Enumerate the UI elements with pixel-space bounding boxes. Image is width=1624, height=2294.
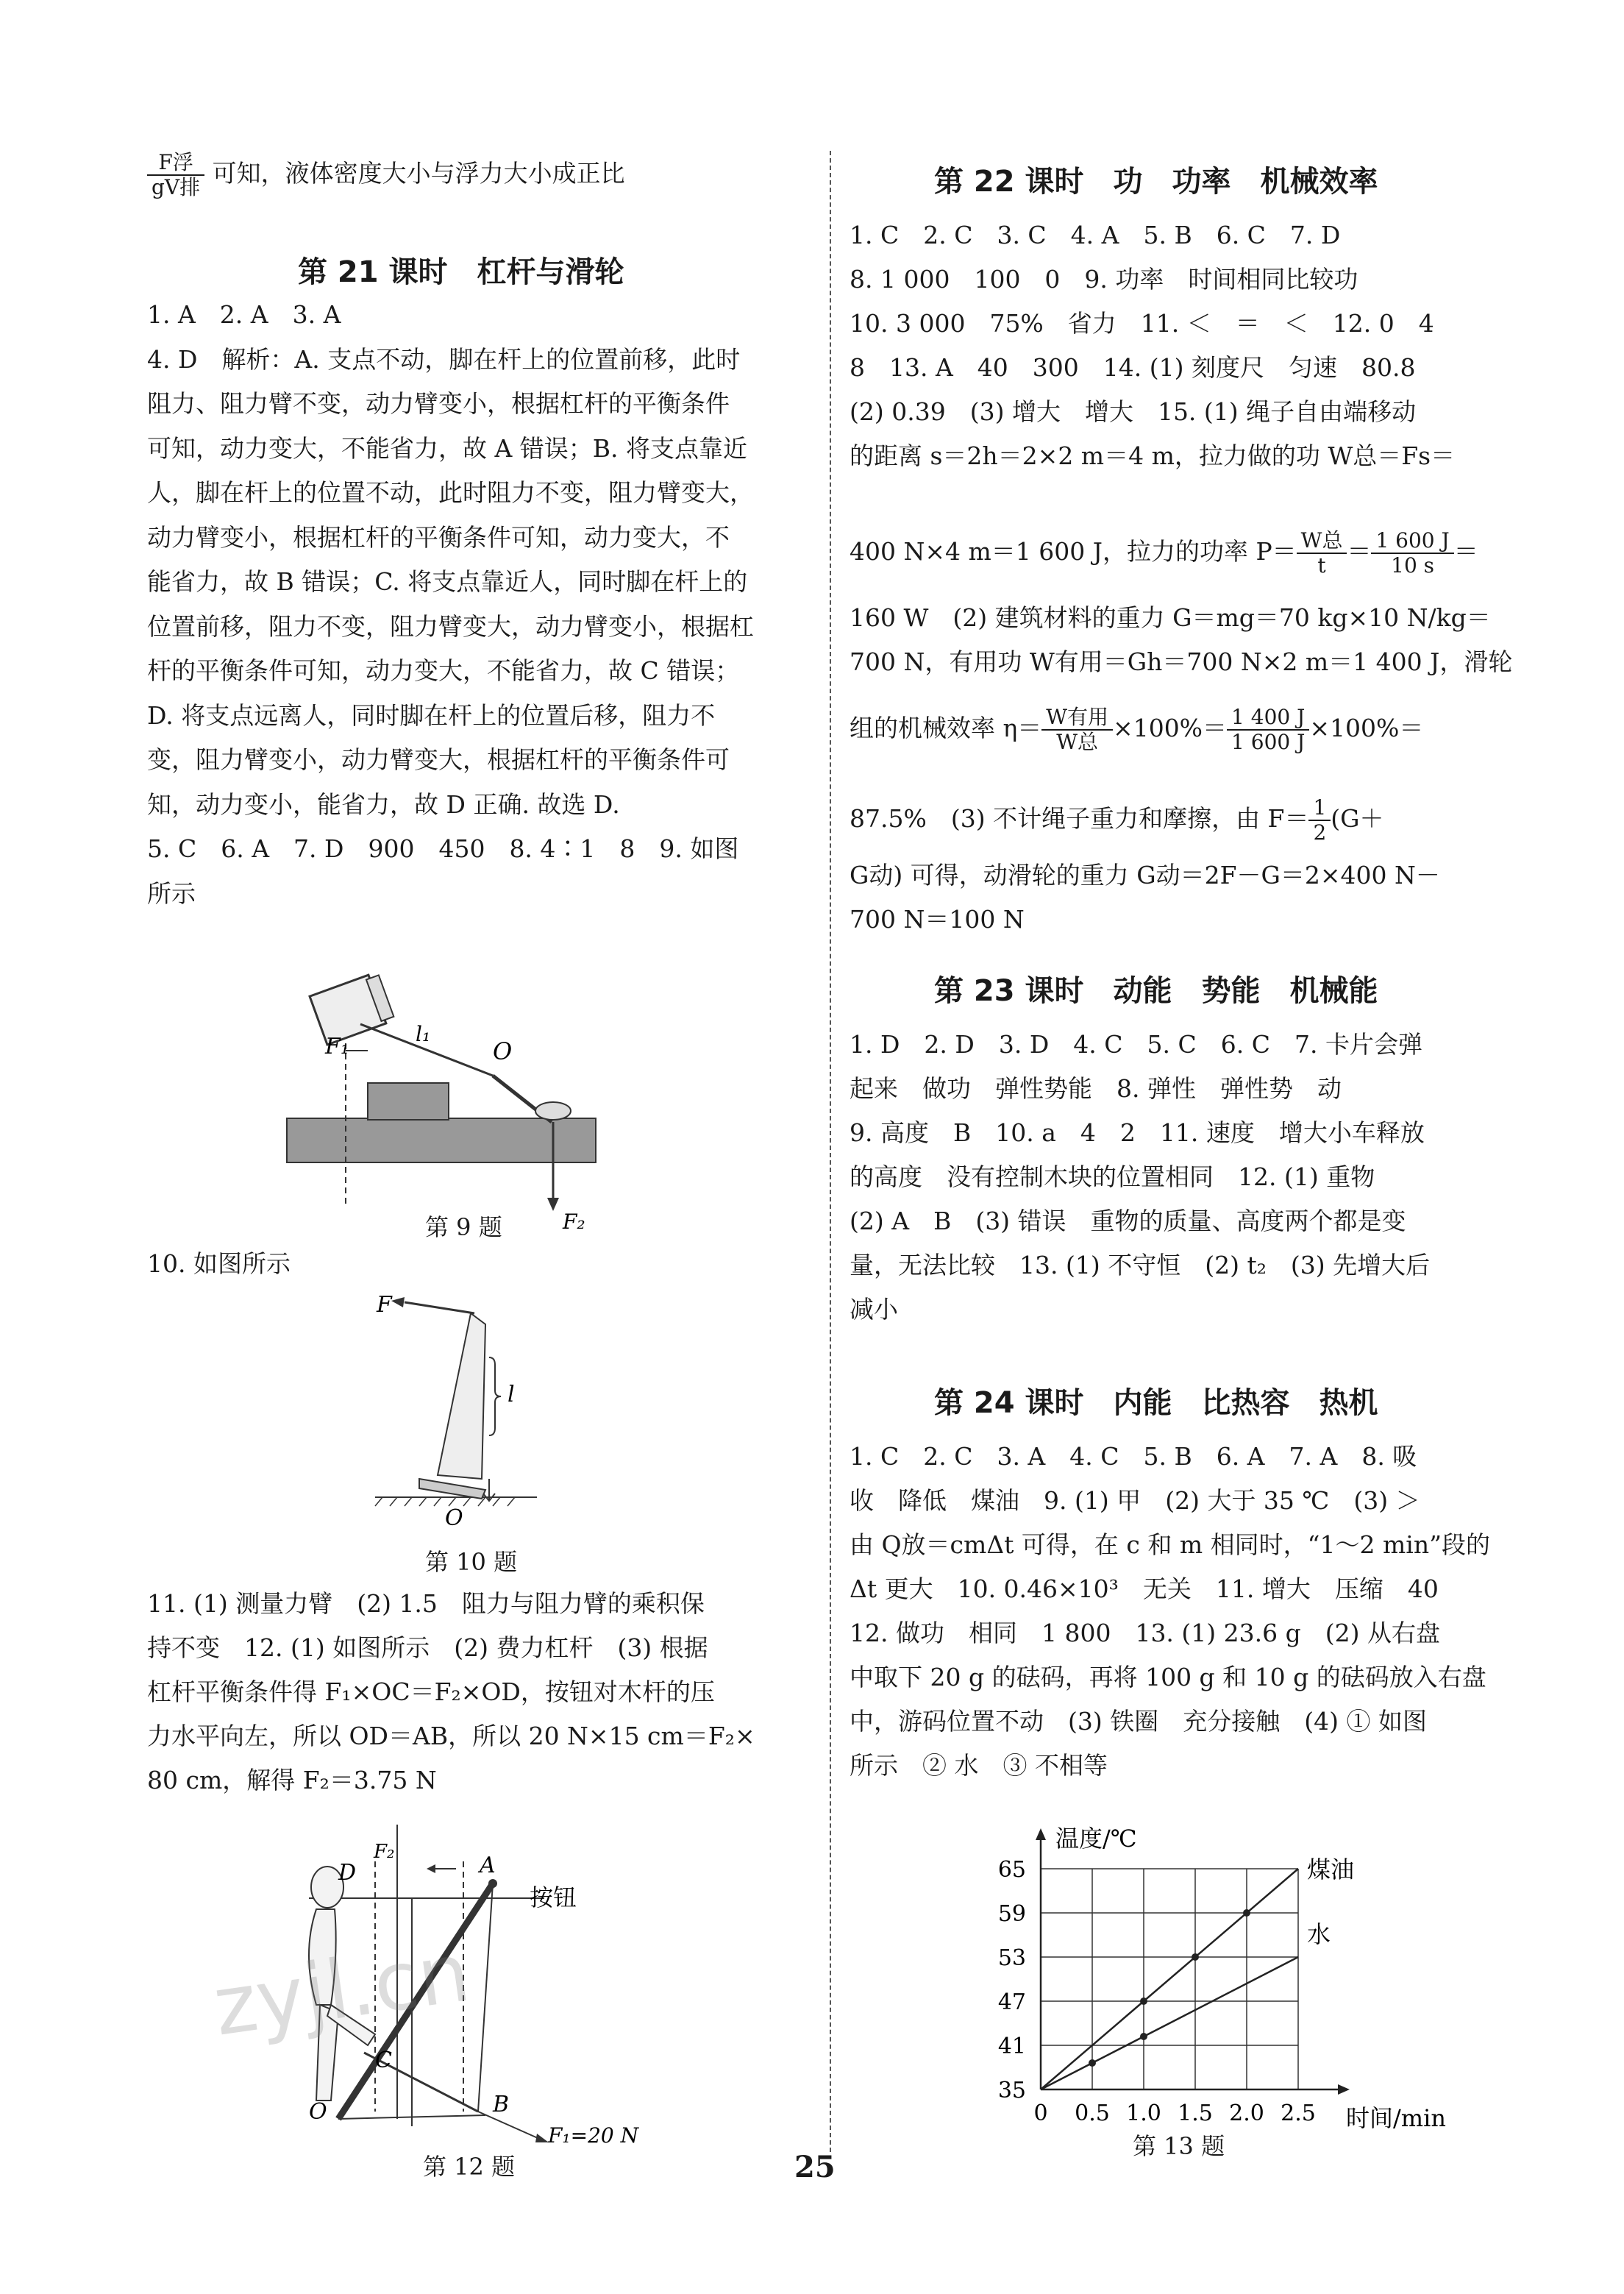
text-line: 1. C 2. C 3. A 4. C 5. B 6. A 7. A 8. 吸: [850, 1442, 1417, 1471]
text-line: 力水平向左，所以 OD＝AB，所以 20 N×15 cm＝F₂×: [147, 1722, 755, 1750]
text-line: 持不变 12. (1) 如图所示 (2) 费力杠杆 (3) 根据: [147, 1633, 708, 1662]
l22-power-frac1: [1297, 529, 1347, 578]
figure-10: [375, 1291, 552, 1534]
top-formula-text: 可知，液体密度大小与浮力大小成正比: [212, 159, 625, 188]
fig9-ground: [287, 1118, 596, 1162]
fig9-label-l1: l₁: [416, 1022, 431, 1046]
lesson21-title: 第 21 课时 杠杆与滑轮: [298, 255, 624, 289]
text-line: 1. D 2. D 3. D 4. C 5. C 6. C 7. 卡片会弹: [850, 1030, 1422, 1059]
fig10-label-l: l: [508, 1382, 515, 1407]
column-divider: [830, 151, 831, 2152]
figure-13-chart: [938, 1825, 1467, 2134]
l22-eff-frac1-den: W总: [1056, 730, 1099, 754]
chart-point: [1140, 1998, 1147, 2005]
text-line: 位置前移，阻力不变，阻力臂变大，动力臂变小，根据杠: [147, 611, 754, 641]
chart-x-tick-label: 2.5: [1281, 2101, 1316, 2126]
chart-point: [1243, 1909, 1250, 1917]
text-line: 9. 高度 B 10. a 4 2 11. 速度 增大小车释放: [850, 1118, 1425, 1147]
l22-eff-line: [850, 703, 1423, 754]
text-line: 的高度 没有控制木块的位置相同 12. (1) 重物: [850, 1162, 1375, 1191]
text-line: 收 降低 煤油 9. (1) 甲 (2) 大于 35 ℃ (3) ＞: [850, 1486, 1420, 1515]
fig13-caption: 第 13 题: [1133, 2132, 1225, 2160]
l22-last-post: (G＋: [1331, 804, 1384, 833]
text-line: 所示 ② 水 ③ 不相等: [850, 1751, 1108, 1780]
fig10-label-o: O: [445, 1505, 463, 1531]
fig12-f1-arrow: [478, 2112, 544, 2141]
chart-x-tick-label: 0: [1033, 2101, 1048, 2126]
l22-power-frac2-den: 10 s: [1391, 553, 1435, 578]
l22-eff-frac1: [1041, 706, 1113, 754]
top-formula-numerator: F浮: [147, 151, 204, 176]
l22-last-frac: [1308, 796, 1331, 845]
chart-x-tick-label: 0.5: [1075, 2101, 1110, 2126]
text-line: 所示: [147, 878, 196, 908]
text-line: 700 N＝100 N: [850, 905, 1025, 934]
l22-eff-frac1-num: W有用: [1041, 706, 1113, 731]
text-line: 知，动力变小，能省力，故 D 正确. 故选 D.: [147, 789, 620, 819]
chart-x-tick-label: 1.0: [1126, 2101, 1161, 2126]
text-line: 量，无法比较 13. (1) 不守恒 (2) t₂ (3) 先增大后: [850, 1251, 1431, 1279]
fig10-head: [419, 1479, 485, 1499]
fig12-f1-arrowhead: [535, 2134, 549, 2142]
page-number: 25: [794, 2150, 836, 2184]
l22-last-line: [850, 793, 1384, 845]
text-line: 1. C 2. C 3. C 4. A 5. B 6. C 7. D: [850, 221, 1341, 249]
fig12-button-dot: [488, 1879, 497, 1888]
watermark: zyjl.cn: [207, 1925, 476, 2054]
lesson24-title: 第 24 课时 内能 比热容 热机: [934, 1386, 1378, 1420]
text-line: 人，脚在杆上的位置不动，此时阻力不变，阻力臂变大，: [147, 478, 754, 507]
chart-y-tick-label: 65: [997, 1857, 1026, 1883]
fig12-line-ab: [478, 1883, 493, 2112]
chart-x-tick-label: 2.0: [1229, 2101, 1264, 2126]
text-line: 8 13. A 40 300 14. (1) 刻度尺 匀速 80.8: [850, 353, 1416, 382]
l22-power-frac2: [1371, 529, 1453, 578]
fig10-f-arrowhead: [391, 1297, 405, 1307]
text-line: Δt 更大 10. 0.46×10³ 无关 11. 增大 压缩 40: [850, 1574, 1439, 1603]
text-line: 杆的平衡条件可知，动力变大，不能省力，故 C 错误；: [147, 656, 740, 685]
top-formula-fraction: [147, 151, 204, 199]
fig12-caption: 第 12 题: [423, 2153, 516, 2181]
chart-x-axis-arrow: [1338, 2084, 1350, 2095]
text-line: D. 将支点远离人，同时脚在杆上的位置后移，阻力不: [147, 700, 716, 730]
text-line: (2) 0.39 (3) 增大 增大 15. (1) 绳子自由端移动: [850, 397, 1417, 426]
l22-eff-pre: 组的机械效率 η＝: [850, 714, 1042, 742]
text-line: (2) A B (3) 错误 重物的质量、高度两个都是变: [850, 1207, 1406, 1235]
top-formula-line: [147, 151, 625, 199]
chart-y-tick-label: 41: [997, 2034, 1026, 2059]
chart-series-label: 煤油: [1307, 1856, 1355, 1883]
chart-x-axis-label: 时间/min: [1346, 2104, 1446, 2132]
fig10-handle: [438, 1313, 485, 1479]
l22-last-pre: 87.5% (3) 不计绳子重力和摩擦，由 F＝: [850, 804, 1309, 833]
text-line: 12. 做功 相同 1 800 13. (1) 23.6 g (2) 从右盘: [850, 1619, 1440, 1647]
fig10-brace: [489, 1357, 501, 1435]
l22-last-frac-num: 1: [1308, 796, 1331, 821]
chart-y-tick-label: 47: [997, 1989, 1026, 2015]
fig9-label-f2: F₂: [563, 1210, 585, 1234]
fig9-f2-arrowhead: [547, 1198, 559, 1211]
text-line: 的距离 s＝2h＝2×2 m＝4 m，拉力做的功 W总＝Fs＝: [850, 441, 1456, 470]
chart-point: [1140, 2033, 1147, 2040]
l22-power-frac1-den: t: [1317, 553, 1326, 578]
fig9-pedal: [535, 1102, 571, 1120]
chart-point: [1089, 2059, 1096, 2067]
chart-series-line: [1041, 1957, 1298, 2089]
text-line: 80 cm，解得 F₂＝3.75 N: [147, 1766, 437, 1794]
fig9-label-o: O: [493, 1037, 513, 1065]
fig12-label-b: B: [493, 2092, 510, 2117]
l22-eff-frac2: [1227, 706, 1309, 754]
l22-power-pre: 400 N×4 m＝1 600 J，拉力的功率 P＝: [850, 537, 1297, 566]
chart-y-tick-label: 59: [997, 1901, 1026, 1927]
text-line: 160 W (2) 建筑材料的重力 G＝mg＝70 kg×10 N/kg＝: [850, 603, 1491, 632]
text-line: 1. A 2. A 3. A: [147, 300, 341, 329]
text-line: 动力臂变小，根据杠杆的平衡条件可知，动力变大，不: [147, 522, 730, 552]
l22-power-frac1-num: W总: [1297, 529, 1347, 554]
fig9-caption: 第 9 题: [425, 1213, 502, 1241]
chart-point: [1192, 1953, 1199, 1961]
fig9-label-f1: F₁: [325, 1034, 349, 1059]
text-line: 中取下 20 g 的砝码，再将 100 g 和 10 g 的砝码放入右盘: [850, 1663, 1486, 1691]
chart-y-tick-label: 35: [997, 2078, 1026, 2103]
fig12-label-c: C: [375, 2048, 392, 2073]
l22-eff-post: ×100%＝: [1309, 714, 1424, 742]
chart-y-tick-label: 53: [997, 1945, 1026, 1971]
top-formula-denominator: gV排: [152, 175, 201, 199]
l22-power-post: ＝: [1453, 537, 1478, 566]
fig12-f2-arrowhead: [427, 1864, 435, 1873]
text-line: 变，阻力臂变小，动力臂变大，根据杠杆的平衡条件可: [147, 745, 730, 774]
q10-text: 10. 如图所示: [147, 1249, 291, 1278]
fig12-label-f2: F₂: [374, 1841, 395, 1863]
text-line: 起来 做功 弹性势能 8. 弹性 弹性势 动: [850, 1074, 1342, 1103]
l22-power-eq: ＝: [1347, 537, 1372, 566]
text-line: 中，游码位置不动 (3) 铁圈 充分接触 (4) ① 如图: [850, 1707, 1427, 1736]
lesson22-title: 第 22 课时 功 功率 机械效率: [934, 165, 1378, 199]
fig10-caption: 第 10 题: [425, 1548, 518, 1576]
chart-series-label: 水: [1307, 1920, 1331, 1948]
fig9-step: [368, 1083, 449, 1120]
chart-series-line: [1041, 1869, 1298, 2089]
chart-y-axis-label: 温度/℃: [1055, 1825, 1137, 1853]
fig10-label-f: F: [377, 1292, 392, 1318]
fig12-label-a: A: [480, 1853, 496, 1878]
l22-eff-frac2-num: 1 400 J: [1227, 706, 1309, 731]
text-line: 阻力、阻力臂不变，动力臂变小，根据杠杆的平衡条件: [147, 389, 730, 418]
fig12-label-button: 按钮: [530, 1883, 577, 1911]
text-line: 4. D 解析：A. 支点不动，脚在杆上的位置前移，此时: [147, 344, 741, 374]
text-line: 减小: [850, 1295, 898, 1324]
l22-last-frac-den: 2: [1313, 820, 1327, 845]
fig12-label-o: O: [309, 2099, 327, 2125]
text-line: 5. C 6. A 7. D 900 450 8. 4∶1 8 9. 如图: [147, 834, 739, 863]
text-line: 能省力，故 B 错误；C. 将支点靠近人，同时脚在杆上的: [147, 567, 748, 596]
text-line: 可知，动力变大，不能省力，故 A 错误；B. 将支点靠近: [147, 433, 748, 463]
text-line: G动) 可得，动滑轮的重力 G动＝2F－G＝2×400 N－: [850, 861, 1440, 889]
text-line: 10. 3 000 75% 省力 11. ＜ ＝ ＜ 12. 0 4: [850, 309, 1434, 338]
fig10-f-arrow: [405, 1302, 474, 1313]
l22-power-frac2-num: 1 600 J: [1371, 529, 1453, 554]
l22-eff-frac2-den: 1 600 J: [1231, 730, 1306, 754]
chart-x-tick-label: 1.5: [1178, 2101, 1213, 2126]
fig12-label-d: D: [338, 1860, 357, 1886]
l22-eff-mid: ×100%＝: [1113, 714, 1228, 742]
text-line: 杠杆平衡条件得 F₁×OC＝F₂×OD，按钮对木杆的压: [147, 1677, 715, 1706]
text-line: 8. 1 000 100 0 9. 功率 时间相同比较功: [850, 265, 1358, 294]
fig12-label-f1: F₁=20 N: [548, 2123, 639, 2148]
text-line: 700 N，有用功 W有用＝Gh＝700 N×2 m＝1 400 J，滑轮: [850, 647, 1513, 676]
l22-power-line: [850, 526, 1478, 578]
lesson23-title: 第 23 课时 动能 势能 机械能: [934, 974, 1378, 1008]
text-line: 由 Q放＝cmΔt 可得，在 c 和 m 相同时，“1～2 min”段的: [850, 1530, 1490, 1559]
text-line: 11. (1) 测量力臂 (2) 1.5 阻力与阻力臂的乘积保: [147, 1589, 705, 1618]
chart-y-axis-arrow: [1036, 1828, 1046, 1840]
